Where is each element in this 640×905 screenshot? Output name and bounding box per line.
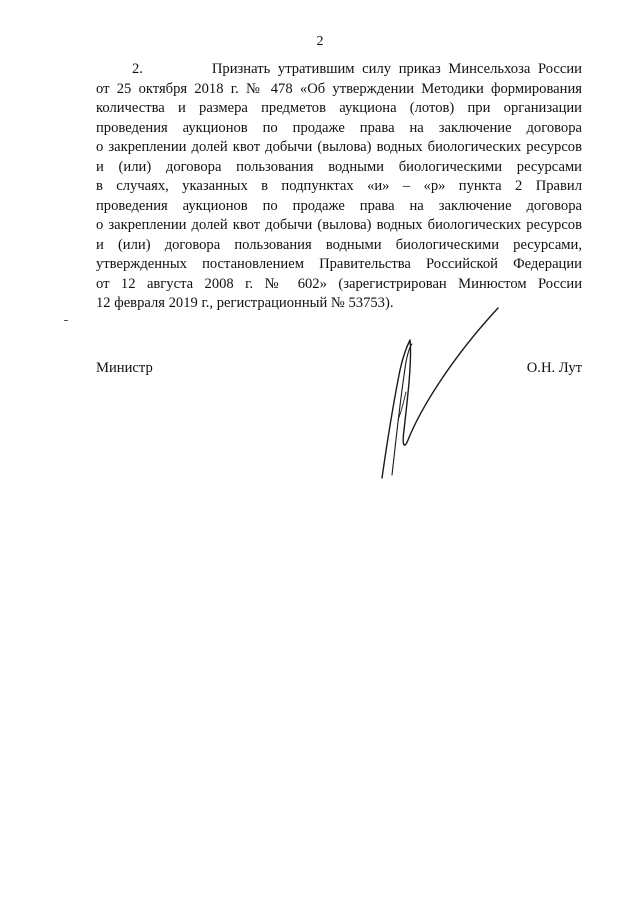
page-number: 2 bbox=[316, 34, 324, 49]
signatory-position: Министр bbox=[96, 360, 153, 376]
signatory-name: О.Н. Лут bbox=[526, 360, 582, 376]
paragraph-line: и (или) договора пользования водными биологическими ресурсами bbox=[96, 158, 582, 175]
paragraph-line: в случаях, указанных в подпунктах «и» – «р» пункта 2 Правил bbox=[96, 178, 582, 194]
margin-mark bbox=[64, 320, 68, 321]
paragraph-line: о закреплении долей квот добычи (вылова) водных биологических ресурсов bbox=[96, 139, 582, 155]
paragraph-line: утвержденных постановлением Правительства Российской Федерации bbox=[96, 256, 582, 272]
paragraph-line: и (или) договора пользования водными биологическими ресурсами, bbox=[96, 236, 582, 253]
handwritten-signature-icon bbox=[370, 300, 510, 480]
paragraph-line: 12 февраля 2019 г., регистрационный № 53753). bbox=[96, 295, 394, 311]
paragraph-line-text: Признать утратившим силу приказ Минсельхоза России bbox=[211, 61, 582, 77]
paragraph-line: количества и размера предметов аукциона (лотов) при организации bbox=[96, 100, 582, 116]
paragraph-item-2 bbox=[96, 60, 582, 314]
paragraph-line: от 25 октября 2018 г. № 478 «Об утверждении Методики формирования bbox=[96, 80, 582, 97]
paragraph-line bbox=[96, 60, 582, 80]
paragraph-line: от 12 августа 2008 г. № 602» (зарегистрирован Минюстом России bbox=[96, 275, 582, 292]
paragraph-line: проведения аукционов по продаже права на заключение договора bbox=[96, 119, 582, 136]
paragraph-line: о закреплении долей квот добычи (вылова) водных биологических ресурсов bbox=[96, 217, 582, 233]
item-number: 2. bbox=[132, 61, 143, 77]
paragraph-line: проведения аукционов по продаже права на заключение договора bbox=[96, 197, 582, 214]
